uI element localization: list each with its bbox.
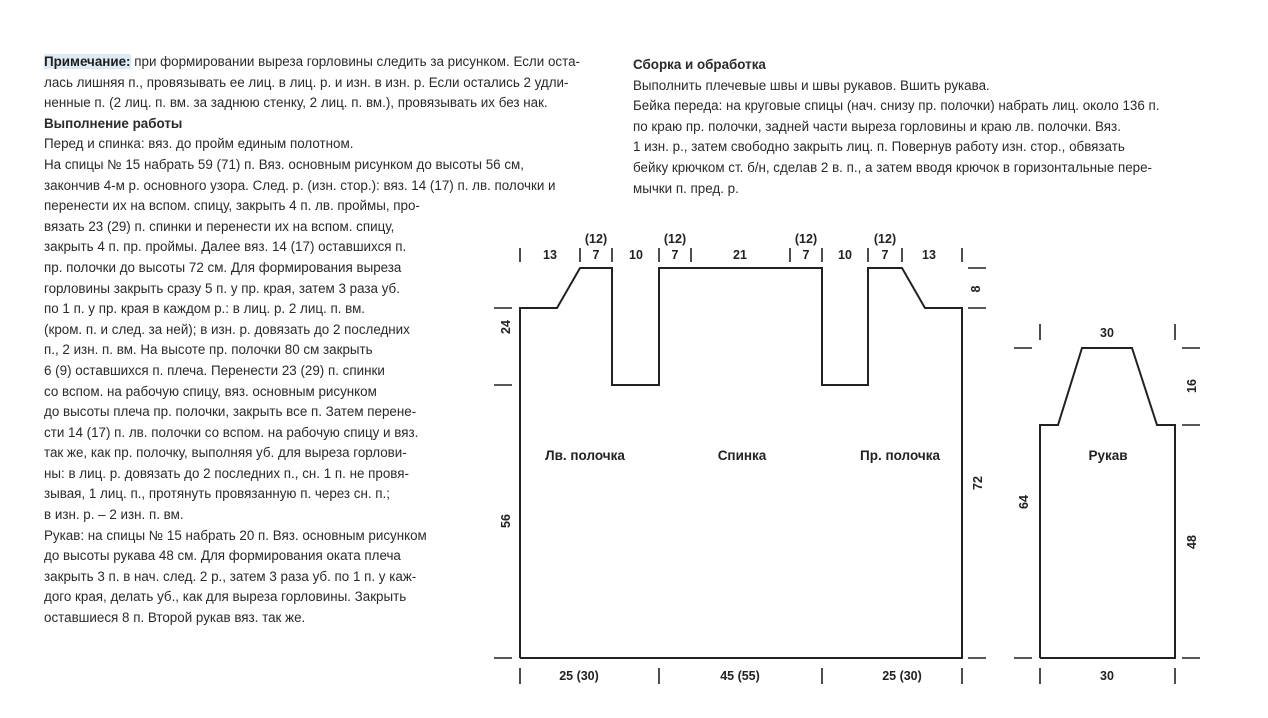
assembly-line: мычки п. пред. р.: [633, 180, 739, 196]
left-dim: 24: [499, 320, 513, 334]
top-dim: 10: [838, 248, 852, 262]
instruction-line: в изн. р. – 2 изн. п. вм.: [44, 507, 184, 523]
assembly-line: бейку крючком ст. б/н, сделав 2 в. п., а затем вводя крючок в горизонтальные пере-: [633, 159, 1153, 175]
instruction-line: до высоты плеча пр. полочки, закрыть все п. Затем перене-: [44, 404, 417, 420]
sleeve-bottom-dim: 30: [1100, 669, 1114, 683]
bottom-dim: 25 (30): [882, 669, 922, 683]
top-dim: 13: [543, 248, 557, 262]
instruction-line: по 1 п. у пр. края в каждом р.: в лиц. р. 2 лиц. п. вм.: [44, 301, 366, 317]
note-text: при формировании выреза горловины следить за рисунком. Если оста-: [134, 54, 580, 69]
instruction-line: перенести их на вспом. спицу, закрыть 4 п. лв. проймы, про-: [44, 198, 420, 214]
assembly-heading: Сборка и обработка: [633, 57, 766, 72]
top-dim: 7: [671, 248, 679, 262]
assembly-line: Выполнить плечевые швы и швы рукавов. Вшить рукава.: [633, 77, 990, 93]
note-line: лась лишняя п., провязывать ее лиц. в лиц. р. и изн. в изн. р. Если остались 2 удли-: [44, 74, 569, 90]
instruction-line: ны: в лиц. р. довязать до 2 последних п., сн. 1 п. не провя-: [44, 465, 409, 481]
instruction-line: сти 14 (17) п. лв. полочки со вспом. на рабочую спицу и вяз.: [44, 424, 419, 440]
instruction-line: закрыть 4 п. пр. проймы. Далее вяз. 14 (17) оставшихся п.: [44, 239, 407, 255]
paren-dim: (12): [873, 232, 897, 246]
instruction-line: горловины закрыть сразу 5 п. у пр. края, затем 3 раза уб.: [44, 280, 400, 296]
back-label: Спинка: [717, 448, 767, 463]
instruction-line: закрыть 3 п. в нач. след. 2 р., затем 3 раза уб. по 1 п. у каж-: [44, 568, 417, 584]
sleeve-label: Рукав: [1088, 448, 1128, 463]
bottom-dim: 25 (30): [559, 669, 599, 683]
sleeve-right-dim: 16: [1185, 379, 1199, 393]
sleeve-right-dim: 48: [1185, 535, 1199, 549]
instruction-line: На спицы № 15 набрать 59 (71) п. Вяз. основным рисунком до высоты 56 см,: [44, 156, 524, 172]
instruction-line: со вспом. на рабочую спицу, вяз. основным рисунком: [44, 383, 377, 399]
instruction-line: Рукав: на спицы № 15 набрать 20 п. Вяз. основным рисунком: [44, 527, 427, 543]
instruction-line: так же, как пр. полочку, выполняя уб. для выреза горлови-: [44, 445, 407, 461]
left-front-label: Лв. полочка: [545, 448, 625, 463]
instruction-line: Перед и спинка: вяз. до пройм единым полотном.: [44, 136, 354, 152]
instruction-line: до высоты рукава 48 см. Для формирования оката плеча: [44, 548, 401, 564]
note-label: Примечание:: [44, 54, 131, 69]
left-dim: 56: [499, 514, 513, 528]
instruction-line: (кром. п. и след. за ней); в изн. р. довязать до 2 последних: [44, 321, 410, 337]
instruction-line: вязать 23 (29) п. спинки и перенести их на вспом. спицу,: [44, 218, 395, 234]
sleeve-top-dim: 30: [1100, 326, 1114, 340]
sleeve-left-dim: 64: [1017, 495, 1031, 509]
top-dim: 7: [802, 248, 810, 262]
instruction-line: пр. полочки до высоты 72 см. Для формирования выреза: [44, 259, 402, 275]
sleeve-outline: [1040, 348, 1175, 658]
paren-dim: (12): [794, 232, 818, 246]
assembly-line: по краю пр. полочки, задней части выреза горловины и краю лв. полочки. Вяз.: [633, 118, 1121, 134]
instruction-line: п., 2 изн. п. вм. На высоте пр. полочки 80 см закрыть: [44, 342, 373, 358]
work-heading: Выполнение работы: [44, 115, 183, 131]
top-dim: 7: [881, 248, 889, 262]
body-schematic: [494, 232, 986, 684]
body-outline: [520, 268, 962, 658]
right-front-label: Пр. полочка: [860, 448, 940, 463]
top-dim: 7: [592, 248, 600, 262]
instruction-line: 6 (9) оставшихся п. плеча. Перенести 23 (29) п. спинки: [44, 362, 385, 378]
right-dim: 8: [969, 285, 983, 293]
paren-dim: (12): [584, 232, 608, 246]
top-dim: 13: [922, 248, 936, 262]
right-dim: 72: [971, 476, 985, 490]
top-dim: 21: [733, 248, 747, 262]
sleeve-schematic: [1014, 324, 1200, 684]
assembly-line: 1 изн. р., затем свободно закрыть лиц. п. Повернув работу изн. стор., обвязать: [633, 139, 1125, 155]
instruction-line: дого края, делать уб., как для выреза горловины. Закрыть: [44, 589, 407, 605]
instruction-line: оставшиеся 8 п. Второй рукав вяз. так же.: [44, 610, 306, 626]
note-line: ненные п. (2 лиц. п. вм. за заднюю стенку, 2 лиц. п. вм.), провязывать их без нак.: [44, 95, 548, 111]
assembly-line: Бейка переда: на круговые спицы (нач. снизу пр. полочки) набрать лиц. около 136 п.: [633, 98, 1160, 114]
paren-dim: (12): [663, 232, 687, 246]
instruction-line: закончив 4-м р. основного узора. След. р. (изн. стор.): вяз. 14 (17) п. лв. полочки и: [44, 177, 556, 193]
top-dim: 10: [629, 248, 643, 262]
instruction-line: зывая, 1 лиц. п., протянуть провязанную п. через сн. п.;: [44, 486, 390, 502]
bottom-dim: 45 (55): [720, 669, 760, 683]
